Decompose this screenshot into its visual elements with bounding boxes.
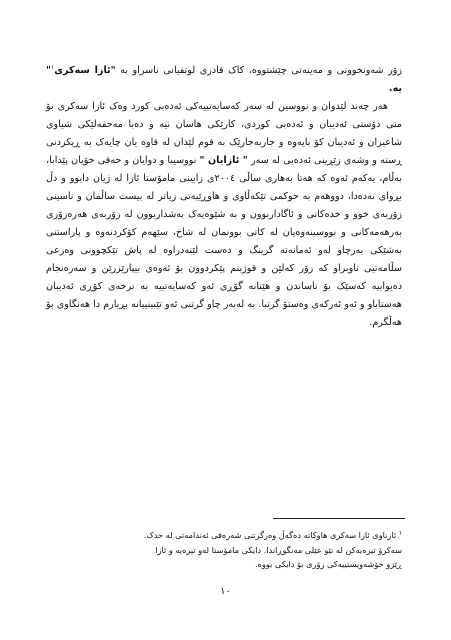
paragraph-2-text: هەر چەند لێدوان و نووسین لە سەر کەسایەتییەکی ئەدەبی کورد وەک ئازا سەکری بۆ منی دۆستی ئەدیبان و ئەدەبی کوردی، کارێکی هاسان نیە و دەبا مەحفەلێکی شیاوی شاعیران و ئەدیبان کۆ بایەوە و جاربەجارێک بە قوم لێدان لە قاوە یان چایەک بە ڕیکردنی ڕستە و وشەی زێڕینی ئەدەبی لە سەر xyxy=(46,101,402,166)
footnote-line-2: سەکرۆ تیرەیەکن لە نێو عێلی مەنگوڕاندا. دایکی مامۆستا لەو تیرەیە و ئازا xyxy=(155,544,402,555)
footnotes xyxy=(46,528,402,572)
poet-name-end: " یە. xyxy=(46,65,402,94)
paragraph-1 xyxy=(46,62,402,98)
paragraph-1-text: زۆر شەونخوونی و مەینەتی چێشتووە، کاک قادری لوتفیانی ناسراو بە xyxy=(120,65,402,76)
footnote-divider xyxy=(273,518,405,519)
azayan-title: " ئازایان " xyxy=(199,155,248,166)
poet-name: "ئازا سەکری xyxy=(54,65,116,76)
paragraph-2-text-cont: نووسیبا و دوایان و حەقی خۆیان پێدابا، بەڵام، یەکەم ئەوە کە هەتا بەهاری ساڵی ٢٠٠٤ی زایینی مامۆستا ئازا لە ژیان دابوو و دڵ بڕوای نەدەدا، دووهەم بە حوکمی تێکەڵاوی و هاوڕێیەتی زیاتر لە بیست ساڵمان و ناسینی زۆربەی خوو و خدەکانی و ئاگاداربوون و بە شێوەیەک بەشداربوون لە زۆربەی هەرەزۆری بەرهەمەکانی و نووسینەوەیان لە کاتی بوونمان لە شاخ، سێهەم کۆکردنەوە و پاراستنی بەشێکی بەرچاو لەو ئەمانەتە گرینگ و دەست لێنەدراوە لە پاش تێکچوونی وەزعی سڵامەتیی ناوبراو کە زۆر کەلێن و قوژبنم پێکردوون بۆ ئەوەی بیپارێزرێن و سەرەنجام دەیوابیە کەسێک بۆ ناساندن و هێنانە گۆڕی ئەو کەسایەتییە بە نرخەی کۆڕی ئەدیبان هەستاباو و ئەو ئەرکەی وەستۆ گرتبا. بە لەبەر چاو گرتنی ئەو تێبینییانە بڕیارم دا هەنگاوی بۆ هەڵگرم. xyxy=(46,155,403,328)
paragraph-2 xyxy=(46,98,402,332)
footnote-line-3: ڕێزو خۆشەویستییەکی زۆری بۆ دایکی بووە. xyxy=(254,559,402,569)
footnote-1 xyxy=(46,528,402,543)
page-number: ١٠ xyxy=(220,586,231,597)
footnote-line-1: ئازناوی ئازا سەکری هاوکاتە دەگەڵ وەرگرتنی شەرەفی ئەندامەتی لە حدک. xyxy=(143,530,397,540)
body-text xyxy=(46,62,402,332)
footnote-ref-1[interactable]: ١ xyxy=(51,63,55,71)
footnote-marker: ١ xyxy=(398,529,402,537)
